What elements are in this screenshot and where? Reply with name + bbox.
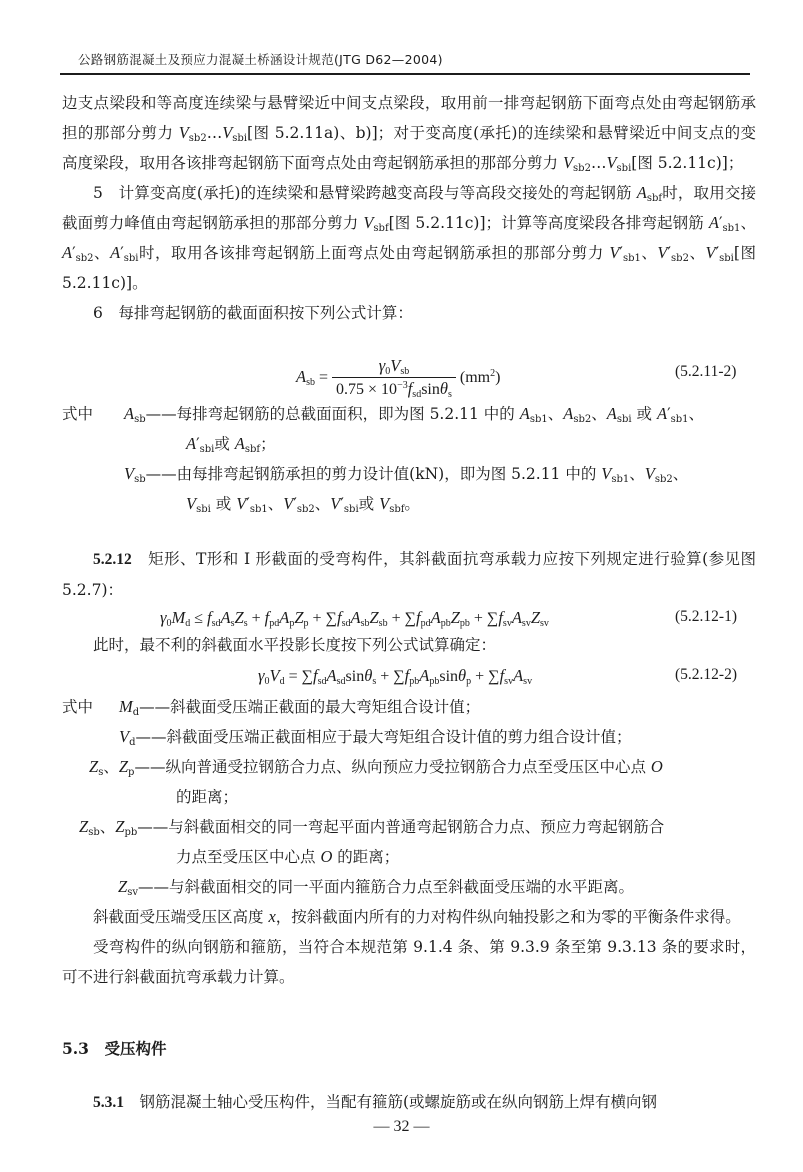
paragraph-continuation: 边支点梁段和等高度连续梁与悬臂梁近中间支点梁段，取用前一排弯起钢筋下面弯点处由弯起钢筋承担的那部分剪力 $V_{sb2}\dots V_{sbi}$[图 5.2.11a)、b)]；对于变高度(承托)的连续梁和悬臂梁近中间支点的变高度梁段，取用各该排弯起钢筋下面弯点处由弯起钢筋承担的那部分剪力 $V_{sb2}\dots V_{sbi}$[图 5.2.11c)]； xyxy=(62,94,756,174)
def-md: $M_d——$斜截面受压端正截面的最大弯矩组合设计值； xyxy=(119,697,481,718)
equation-5-2-11-2: $A_{sb}$ = $\frac{\gamma_0V_{sb}}{0.75 \times 10^{-3}f_{sd}\sin\theta_s}$ $(mm^2)$ xyxy=(296,356,501,400)
header-rule xyxy=(60,73,750,75)
def-zs-zp-cont: 的距离； xyxy=(176,788,239,806)
def-asb: $A_{sb}——$每排弯起钢筋的总截面面积，即为图 5.2.11 中的 $A_{sb1}$、$A_{sb2}$、$A_{sbi}$ 或 $A'_{sb1}$、 xyxy=(124,404,705,425)
def-vsb: $V_{sb}——$由每排弯起钢筋承担的剪力设计值(kN)，即为图 5.2.11 中的 $V_{sb1}$、$V_{sb2}$、 xyxy=(124,464,689,485)
equation-number-5-2-11-2: (5.2.11-2) xyxy=(675,363,737,380)
def-zsv: $Z_{sv}——$与斜截面相交的同一平面内箍筋合力点至斜截面受压端的水平距离。 xyxy=(118,877,634,898)
equation-number-5-2-12-2: (5.2.12-2) xyxy=(675,666,737,683)
def-vsb-cont: $V_{sbi}$ 或 $V'_{sb1}$、$V'_{sb2}$、$V'_{sbi}$或 $V_{sbf}$。 xyxy=(186,494,420,515)
def-zs-zp: $Z_s$、$Z_p——$纵向普通受拉钢筋合力点、纵向预应力受拉钢筋合力点至受压区中心点 O xyxy=(89,757,663,778)
equation-number-5-2-12-1: (5.2.12-1) xyxy=(675,608,737,625)
section-5-3-1: 5.3.1 钢筋混凝土轴心受压构件，当配有箍筋(或螺旋筋或在纵向钢筋上焊有横向钢 xyxy=(93,1093,658,1111)
def-zsb-zpb: $Z_{sb}$、$Z_{pb}——$与斜截面相交的同一弯起平面内普通弯起钢筋合力点、预应力弯起钢筋合 xyxy=(79,817,665,838)
def-zsb-zpb-cont: 力点至受压区中心点 O 的距离； xyxy=(176,847,400,866)
section-heading-5-3: 5.3 受压构件 xyxy=(62,1039,167,1058)
paragraph-compression-height: 斜截面受压端受压区高度 x，按斜截面内所有的力对构件纵向轴投影之和为零的平衡条件求得。 xyxy=(93,907,741,926)
equation-5-2-12-2: $\gamma_0V_d = \sum f_{sd}A_{sd}\sin\theta_s + \sum f_{pb}A_{pb}\sin\theta_p + \sum f_{sv}A_{sv}$ xyxy=(258,666,533,687)
body-text-top xyxy=(62,88,756,328)
page-number: — 32 — xyxy=(373,1118,430,1135)
where-label-1: 式中 xyxy=(62,405,94,423)
paragraph-item-6: 6 每排弯起钢筋的截面面积按下列公式计算： xyxy=(93,304,413,322)
paragraph-exemption: 受弯构件的纵向钢筋和箍筋，当符合本规范第 9.1.4 条、第 9.3.9 条至第 9.3.13 条的要求时，可不进行斜截面抗弯承载力计算。 xyxy=(62,938,756,986)
where-label-2: 式中 xyxy=(62,698,94,716)
body-text-bottom xyxy=(62,902,756,992)
running-header: 公路钢筋混凝土及预应力混凝土桥涵设计规范(JTG D62—2004) xyxy=(78,52,443,67)
paragraph-item-5: 5 计算变高度(承托)的连续梁和悬臂梁跨越变高段与等高段交接处的弯起钢筋 $A_{sbf}$时，取用交接截面剪力峰值由弯起钢筋承担的那部分剪力 $V_{sbf}$[图 5.2.11c)]；计算等高度梁段各排弯起钢筋 $A'_{sb1}$、$A'_{sb2}$、$A'_{sbi}$时，取用各该排弯起钢筋上面弯点处由弯起钢筋承担的那部分剪力 $V'_{sb1}$、$V'_{sb2}$、$V'_{sbi}$[图 5.2.11c)]。 xyxy=(62,183,756,292)
def-asb-cont: $A'_{sbi}$或 $A_{sbf}$； xyxy=(186,434,276,455)
paragraph-trial: 此时，最不利的斜截面水平投影长度按下列公式试算确定： xyxy=(93,636,497,654)
equation-5-2-12-1: $\gamma_0M_d \le f_{sd}A_sZ_s + f_{pd}A_pZ_p + \sum f_{sd}A_{sb}Z_{sb} + \sum f_{pd}A_{pb}Z_{pb} + \sum f_{sv}A_{sv}Z_{sv}$ xyxy=(160,608,549,629)
def-vd: $V_d——$斜截面受压端正截面相应于最大弯矩组合设计值的剪力组合设计值； xyxy=(119,727,632,748)
section-5-2-12: 5.2.12 矩形、T形和 I 形截面的受弯构件，其斜截面抗弯承载力应按下列规定进行验算(参见图 5.2.7)： xyxy=(62,550,756,599)
